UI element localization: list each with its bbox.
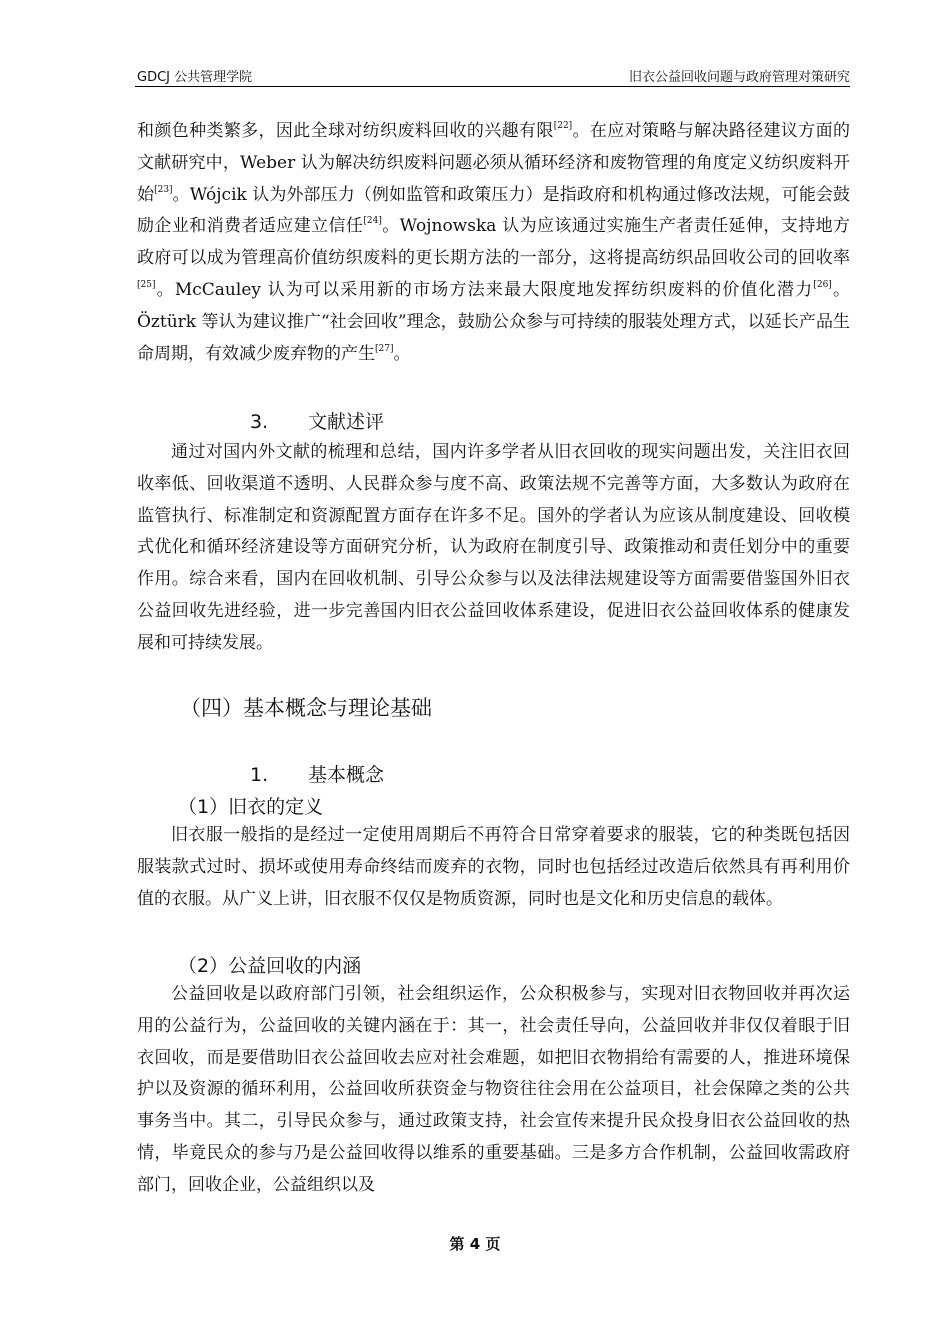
text-span: 。在应对策略与解决路径建议方面的文献研究中，Weber 认为解决纺织废料问题必须从循环经济和废物管理的角度定义纺织废料开始 <box>137 121 851 205</box>
section-number: 1. <box>250 764 269 786</box>
section-title: 文献述评 <box>308 411 385 433</box>
text-span: 。Wojnowska 认为应该通过实施生产者责任延伸，支持地方政府可以成为管理高价值纺织废料的更长期方法的一部分，这将提高纺织品回收公司的回收率 <box>137 216 851 269</box>
citation-26: [26] <box>813 279 832 290</box>
citation-22: [22] <box>553 121 573 131</box>
citation-23: [23] <box>154 184 173 195</box>
paragraph-text: 公益回收是以政府部门引领，社会组织运作，公众积极参与，实现对旧衣物回收并再次运用的公益行为，公益回收的关键内涵在于：其一，社会责任导向，公益回收并非仅仅着眼于旧衣回收，而是要借助旧衣公益回收去应对社会难题，如把旧衣物捐给有需要的人，推进环境保护以及资源的循环利用，公益回收所获资金与物资往往会用在公益项目，社会保障之类的公共事务当中。其二，引导民众参与，通过政策支持，社会宣传来提升民众投身旧衣公益回收的热情，毕竟民众的参与乃是公益回收得以维系的重要基础。三是多方合作机制，公益回收需政府部门，回收企业，公益组织以及 <box>137 984 850 1195</box>
citation-25: [25] <box>137 279 156 290</box>
header-school: GDCJ 公共管理学院 <box>137 70 253 85</box>
page-number: 第 4 页 <box>449 1235 501 1253</box>
text-span: 。Öztürk 等认为建议推广“社会回收”理念，鼓励公众参与可持续的服装处理方式，以延长产品生命周期，有效减少废弃物的产生 <box>137 279 851 364</box>
chapter-heading-concepts: （四）基本概念与理论基础 <box>180 696 432 720</box>
text-span: 和颜色种类繁多，因此全球对纺织废料回收的兴趣有限 <box>137 121 554 141</box>
definition-paragraph <box>137 820 850 915</box>
charity-recycling-paragraph <box>137 979 850 1202</box>
subheading-old-clothes-definition: （1）旧衣的定义 <box>178 796 324 818</box>
literature-paragraph-foreign <box>137 116 850 370</box>
paragraph-text: 旧衣服一般指的是经过一定使用周期后不再符合日常穿着要求的服装，它的种类既包括因服装款式过时、损坏或使用寿命终结而废弃的衣物，同时也包括经过改造后依然具有再利用价值的衣服。从广义上讲，旧衣服不仅仅是物质资源，同时也是文化和历史信息的载体。 <box>137 825 850 909</box>
section-number: 3. <box>250 411 269 433</box>
subheading-charity-recycling: （2）公益回收的内涵 <box>178 955 362 977</box>
text-span: 。 <box>393 343 411 364</box>
section-heading-literature-review <box>250 407 384 434</box>
citation-24: [24] <box>363 216 382 227</box>
paragraph-text: 通过对国内外文献的梳理和总结，国内许多学者从旧衣回收的现实问题出发，关注旧衣回收率低、回收渠道不透明、人民群众参与度不高、政策法规不完善等方面，大多数认为政府在监管执行、标准制定和资源配置方面存在许多不足。国外的学者认为应该从制度建设、回收模式优化和循环经济建设等方面研究分析，认为政府在制度引导、政策推动和责任划分中的重要作用。综合来看，国内在回收机制、引导公众参与以及法律法规建设等方面需要借鉴国外旧衣公益回收先进经验，进一步完善国内旧衣公益回收体系建设，促进旧衣公益回收体系的健康发展和可持续发展。 <box>137 442 850 653</box>
text-span: 。McCauley 认为可以采用新的市场方法来最大限度地发挥纺织废料的价值化潜力 <box>155 279 814 300</box>
header-paper-title: 旧衣公益回收问题与政府管理对策研究 <box>628 70 850 85</box>
header-divider <box>135 86 850 87</box>
section-heading-basic-concepts <box>250 760 384 787</box>
literature-review-paragraph <box>137 437 850 660</box>
section-title: 基本概念 <box>308 764 385 786</box>
text-span: 。Wójcik 认为外部压力（例如监管和政策压力）是指政府和机构通过修改法规，可能会鼓励企业和消费者适应建立信任 <box>137 184 851 237</box>
citation-27: [27] <box>375 343 394 354</box>
